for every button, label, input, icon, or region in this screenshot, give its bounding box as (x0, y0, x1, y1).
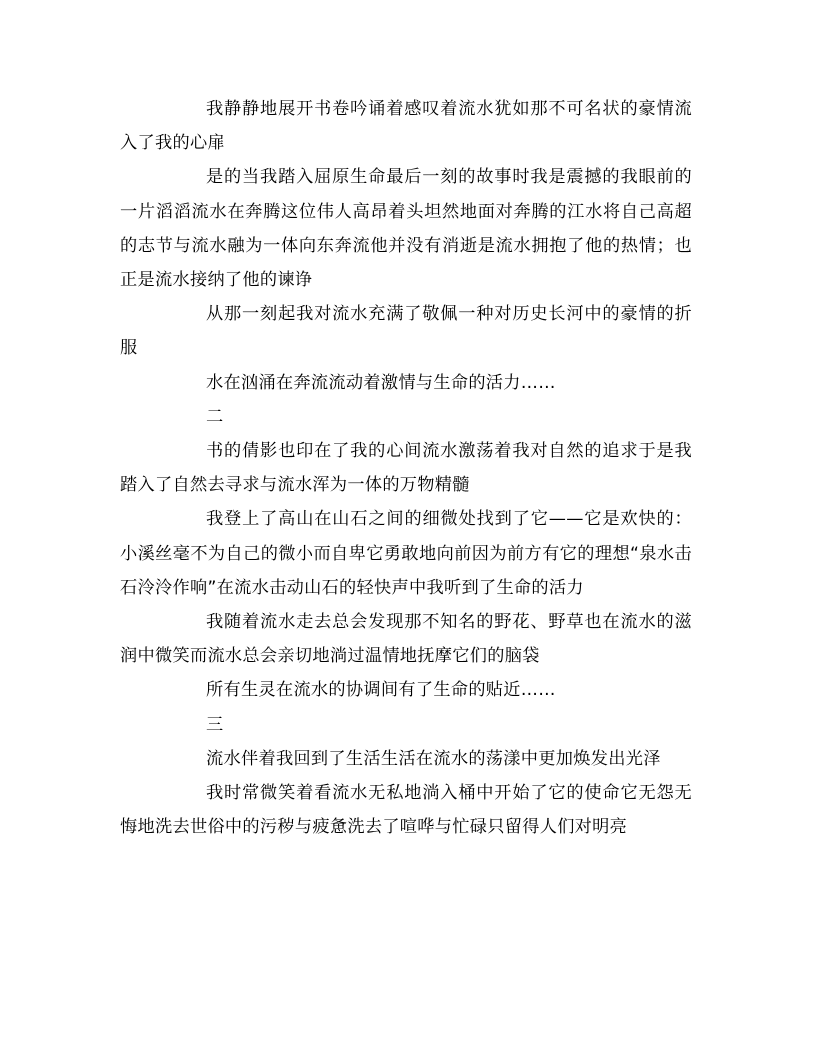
paragraph-10: 我时常微笑着看流水无私地淌入桶中开始了它的使命它无怨无悔地洗去世俗中的污秽与疲惫洗去了喧哗与忙碌只留得人们对明亮 (120, 783, 692, 838)
paragraph-3: 从那一刻起我对流水充满了敬佩一种对历史长河中的豪情的折服 (120, 304, 692, 359)
essay-body (120, 92, 692, 844)
paragraph-8: 所有生灵在流水的协调间有了生命的贴近…… (206, 680, 556, 701)
paragraph-4: 水在汹涌在奔流流动着激情与生命的活力…… (206, 372, 556, 393)
section-number-3: 三 (206, 714, 224, 735)
paragraph-2: 是的当我踏入屈原生命最后一刻的故事时我是震撼的我眼前的一片滔滔流水在奔腾这位伟人高昂着头坦然地面对奔腾的江水将自己高超的志节与流水融为一体向东奔流他并没有消逝是流水拥抱了他的热情；也正是流水接纳了他的谏诤 (120, 167, 692, 291)
paragraph-6: 我登上了高山在山石之间的细微处找到了它——它是欢快的：小溪丝毫不为自己的微小而自卑它勇敢地向前因为前方有它的理想“泉水击石泠泠作响”在流水击动山石的轻快声中我听到了生命的活力 (120, 509, 692, 598)
paragraph-1: 我静静地展开书卷吟诵着感叹着流水犹如那不可名状的豪情流入了我的心扉 (120, 99, 692, 154)
paragraph-7: 我随着流水走去总会发现那不知名的野花、野草也在流水的滋润中微笑而流水总会亲切地淌过温情地抚摩它们的脑袋 (120, 612, 692, 667)
paragraph-5: 书的倩影也印在了我的心间流水激荡着我对自然的追求于是我踏入了自然去寻求与流水浑为一体的万物精髓 (120, 441, 692, 496)
paragraph-9: 流水伴着我回到了生活生活在流水的荡漾中更加焕发出光泽 (206, 748, 661, 769)
section-number-2: 二 (206, 406, 224, 427)
